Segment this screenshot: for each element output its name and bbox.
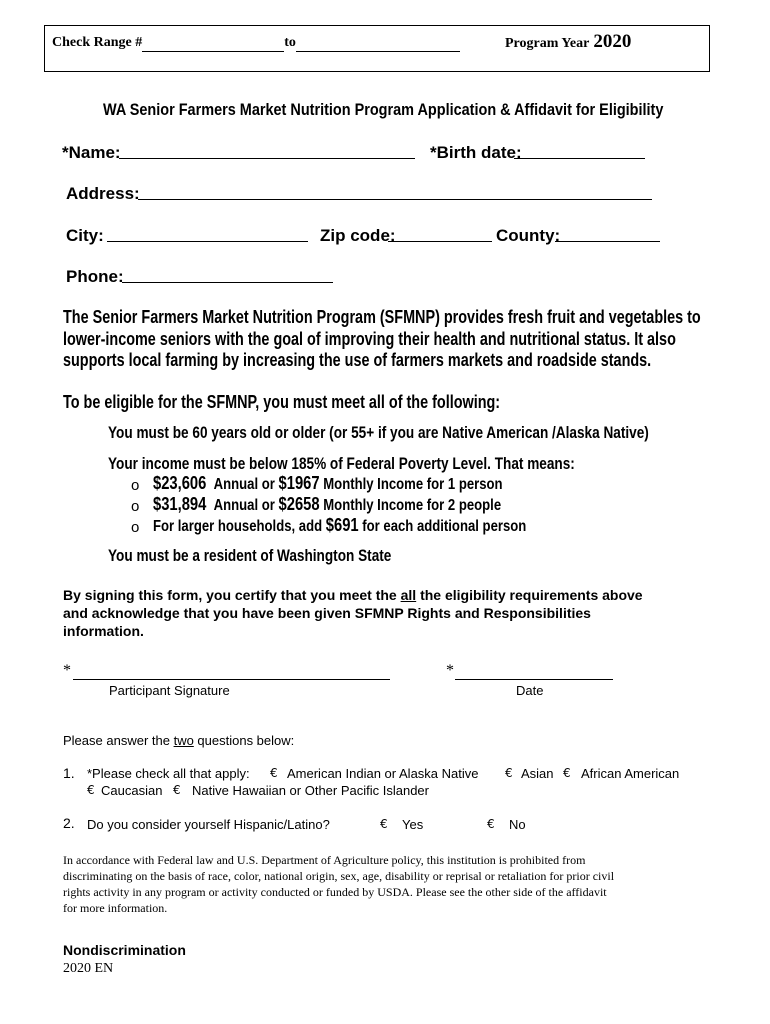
bullet-marker: o	[131, 477, 140, 494]
checkbox-african-american[interactable]: €	[563, 766, 571, 780]
address-field[interactable]	[138, 199, 652, 200]
program-year-label: Program Year	[505, 36, 590, 51]
address-label: Address:	[66, 184, 140, 203]
income-bullet-2-mid: Annual or	[213, 497, 275, 514]
program-year-value: 2020	[593, 31, 632, 52]
participant-signature-field[interactable]	[73, 679, 390, 680]
intro-line-3: supports local farming by increasing the use of farmers markets and roadside stands.	[63, 350, 652, 370]
disclaimer-line-1: In accordance with Federal law and U.S. Department of Agriculture policy, this institution is prohibited from	[63, 853, 586, 867]
disclaimer-line-4: for more information.	[63, 901, 168, 915]
signature-date-label: Date	[516, 683, 544, 698]
bullet-marker: o	[131, 498, 140, 515]
intro-line-2: lower-income seniors with the goal of improving their health and nutritional status. It also	[63, 329, 676, 349]
checkbox-yes[interactable]: €	[380, 817, 388, 831]
phone-field[interactable]	[122, 282, 333, 283]
bullet-marker: o	[131, 519, 140, 536]
birth-date-label: *Birth date:	[430, 143, 522, 162]
income-monthly-amount-1: $1967	[278, 473, 320, 493]
disclaimer-line-3: rights activity in any program or activity conducted or funded by USDA. Please see the other side of the affidavit	[63, 885, 607, 899]
income-bullet-3-tail: for each additional person	[362, 518, 527, 535]
certify-line-1: By signing this form, you certify that you meet the all the eligibility requirements above	[63, 587, 643, 603]
income-monthly-amount-2: $2658	[278, 494, 320, 514]
nondiscrimination-heading: Nondiscrimination	[63, 942, 186, 958]
option-caucasian: Caucasian	[101, 783, 163, 798]
option-native-hawaiian: Native Hawaiian or Other Pacific Islander	[192, 783, 429, 798]
zip-code-field[interactable]	[388, 241, 492, 242]
disclaimer-line-2: discriminating on the basis of race, color, national origin, sex, age, disability or reprisal or retaliation for prior civil	[63, 869, 615, 883]
option-american-indian: American Indian or Alaska Native	[287, 766, 479, 781]
signature-date-field[interactable]	[455, 679, 613, 680]
page-title: WA Senior Farmers Market Nutrition Program Application & Affidavit for Eligibility	[103, 100, 664, 119]
signature-asterisk: *	[63, 662, 71, 679]
income-bullet-1-mid: Annual or	[213, 476, 275, 493]
checkbox-asian[interactable]: €	[505, 766, 513, 780]
check-range-row	[52, 35, 460, 52]
eligibility-residency: You must be a resident of Washington State	[108, 546, 392, 565]
income-bullet-2	[153, 494, 501, 515]
eligibility-heading: To be eligible for the SFMNP, you must meet all of the following:	[63, 392, 501, 412]
income-additional-amount: $691	[325, 515, 359, 535]
income-annual-amount-1: $23,606	[153, 473, 207, 493]
check-range-label: Check Range #	[52, 35, 143, 50]
participant-signature-label: Participant Signature	[109, 683, 230, 698]
question-1-number: 1.	[63, 765, 75, 781]
city-label: City:	[66, 226, 104, 245]
checkbox-no[interactable]: €	[487, 817, 495, 831]
name-field[interactable]	[119, 158, 415, 159]
certify-line-3: information.	[63, 623, 144, 639]
income-bullet-3	[153, 515, 526, 536]
checkbox-caucasian[interactable]: €	[87, 783, 95, 797]
intro-line-1: The Senior Farmers Market Nutrition Program (SFMNP) provides fresh fruit and vegetables to	[63, 307, 701, 327]
check-range-end-field[interactable]	[296, 35, 460, 52]
eligibility-income: Your income must be below 185% of Federal Poverty Level. That means:	[108, 454, 575, 473]
name-label: *Name:	[62, 143, 121, 162]
county-field[interactable]	[555, 241, 660, 242]
income-annual-amount-2: $31,894	[153, 494, 207, 514]
option-yes: Yes	[402, 817, 424, 832]
check-range-start-field[interactable]	[142, 35, 284, 52]
option-asian: Asian	[521, 766, 554, 781]
certify-line-2: and acknowledge that you have been given SFMNP Rights and Responsibilities	[63, 605, 591, 621]
income-bullet-1	[153, 473, 503, 494]
checkbox-american-indian[interactable]: €	[270, 766, 278, 780]
option-african-american: African American	[581, 766, 680, 781]
date-asterisk: *	[446, 662, 454, 679]
income-bullet-2-tail: Monthly Income for 2 people	[323, 497, 502, 514]
city-field[interactable]	[107, 241, 308, 242]
check-range-to-label: to	[284, 35, 296, 50]
phone-label: Phone:	[66, 267, 124, 286]
zip-code-label: Zip code:	[320, 226, 396, 245]
income-bullet-3-pre: For larger households, add	[153, 518, 323, 535]
checkbox-native-hawaiian[interactable]: €	[173, 783, 181, 797]
form-code: 2020 EN	[63, 961, 114, 976]
county-label: County:	[496, 226, 561, 245]
option-no: No	[509, 817, 526, 832]
birth-date-field[interactable]	[514, 158, 645, 159]
question-2-text: Do you consider yourself Hispanic/Latino?	[87, 817, 330, 832]
question-1-text: *Please check all that apply:	[87, 766, 250, 781]
income-bullet-1-tail: Monthly Income for 1 person	[323, 476, 503, 493]
program-year	[505, 31, 631, 53]
questions-intro: Please answer the two questions below:	[63, 733, 295, 748]
eligibility-age: You must be 60 years old or older (or 55+ if you are Native American /Alaska Native)	[108, 423, 649, 442]
question-2-number: 2.	[63, 815, 75, 831]
